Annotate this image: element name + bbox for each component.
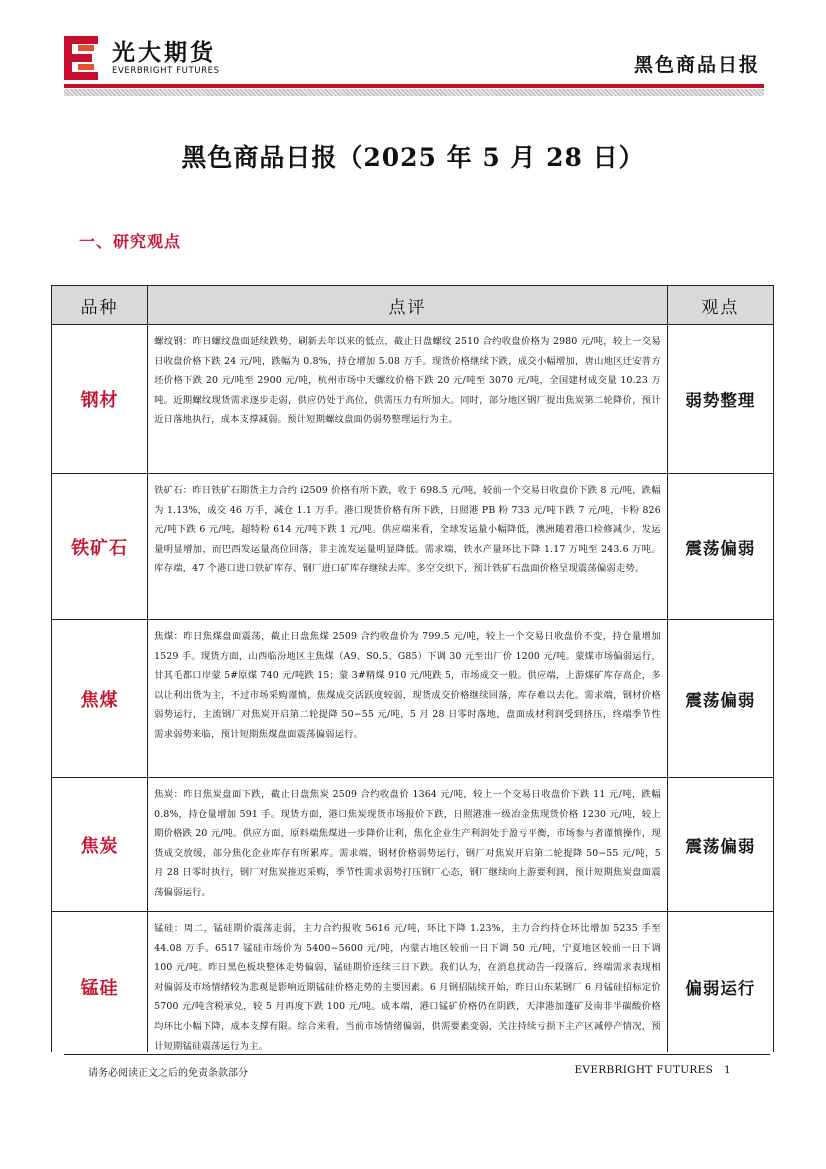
row-category: 铁矿石: [52, 474, 148, 620]
footer-divider: [64, 1054, 770, 1055]
page-number: 1: [724, 1064, 731, 1076]
row-category: 焦煤: [52, 620, 148, 778]
report-name: 黑色商品日报: [633, 54, 760, 76]
table-row: [52, 778, 774, 912]
row-comment: 螺纹钢：昨日螺纹盘面延续跌势，刷新去年以来的低点，截止日盘螺纹 2510 合约收盘价格为 2980 元/吨，较上一交易日收盘价格下跌 24 元/吨，跌幅为 0.8%，持仓增加 5.08 万手。现货价格继续下跌，成交小幅增加，唐山地区迁安普方坯价格下跌 20 元/吨至 2900 元/吨，杭州市场中天螺纹价格下跌 20 元/吨至 3070 元/吨，全国建材成交量 10.23 万吨。近期螺纹现货需求逐步走弱，供应仍处于高位，供需压力有所加大。同时，部分地区钢厂提出焦炭第二轮降价，预计近日落地执行，成本支撑减弱。预计短期螺纹盘面仍弱势整理运行为主。: [148, 325, 668, 474]
table-row: [52, 620, 774, 778]
table-header-row: [52, 286, 774, 325]
header-divider: [64, 84, 764, 88]
disclaimer-note: 请务必阅读正文之后的免责条款部分: [88, 1068, 248, 1079]
header-divider-hatch: [64, 89, 764, 96]
row-comment: 焦炭：昨日焦炭盘面下跌，截止日盘焦炭 2509 合约收盘价 1364 元/吨，较上一个交易日收盘价下跌 11 元/吨，跌幅 0.8%，持仓量增加 591 手。现货方面，港口焦炭现货市场报价下跌，日照港准一级冶金焦现货价格 1230 元/吨，较上期价格跌 20 元/吨。供应方面，原料端焦煤进一步降价让利，焦化企业生产利润处于盈亏平衡，市场参与者谨慎操作，现货成交放缓，部分焦化企业库存有所累库。需求端，钢材价格弱势运行，钢厂对焦炭开启第二轮提降 50−55 元/吨，5 月 28 日零时执行，钢厂对焦炭推迟采购，季节性需求弱势打压钢厂心态，钢厂继续向上游要利润，预计短期焦炭盘面震荡偏弱运行。: [148, 778, 668, 912]
row-view: 弱势整理: [667, 325, 773, 474]
everbright-logo-icon: [64, 36, 98, 80]
row-comment: 锰硅：周二，锰硅期价震荡走弱，主力合约报收 5616 元/吨，环比下降 1.23%，主力合约持仓环比增加 5235 手至 44.08 万手。6517 锰硅市场价为 5400−5600 元/吨，内蒙古地区较前一日下调 50 元/吨，宁夏地区较前一日下调 100 元/吨。昨日黑色板块整体走势偏弱，锰硅期价连续三日下跌。我们认为，在消息扰动告一段落后，终端需求表现相对偏弱及市场情绪较为悲观是影响近期锰硅价格走势的主要因素。6 月钢招陆续开始，昨日山东某钢厂 6 月锰硅招标定价 5700 元/吨含税承兑，较 5 月再度下跌 100 元/吨。成本端，港口锰矿价格仍在阴跌，天津港加蓬矿及南非半碳酸价格均环比小幅下降，成本支撑有限。综合来看，当前市场情绪偏弱，供需要素变弱，关注持续亏损下主产区减停产情况，预计短期锰硅震荡运行为主。: [148, 912, 668, 1063]
document-title: 黑色商品日报（2025 年 5 月 28 日）: [181, 143, 645, 172]
section-heading: 一、研究观点: [79, 232, 182, 251]
footer-brand-name: EVERBRIGHT FUTURES: [574, 1064, 714, 1076]
row-view: 偏弱运行: [667, 912, 773, 1063]
table-row: [52, 474, 774, 620]
table-row: [52, 325, 774, 474]
row-view: 震荡偏弱: [667, 474, 773, 620]
row-comment: 焦煤：昨日焦煤盘面震荡，截止日盘焦煤 2509 合约收盘价为 799.5 元/吨，较上一个交易日收盘价不变，持仓量增加 1529 手。现货方面，山西临汾地区主焦煤（A9、S0.5、G85）下调 30 元至出厂价 1200 元/吨。蒙煤市场偏弱运行，甘其毛都口岸蒙 5#原煤 740 元/吨跌 15；蒙 3#精煤 910 元/吨跌 5，市场成交一般。供应端，上游煤矿库存高企，多以让利出货为主，不过市场采购谨慎，焦煤成交活跃度较弱，现货成交价格继续回落，库存难以去化。需求端，钢材价格弱势运行，主流钢厂对焦炭开启第二轮提降 50−55 元/吨，5 月 28 日零时落地，盘面成材利润受到挤压，终端季节性需求弱势来临，预计短期焦煤盘面震荡偏弱运行。: [148, 620, 668, 778]
row-category: 焦炭: [52, 778, 148, 912]
logo-english-name: EVERBRIGHT FUTURES: [112, 66, 220, 76]
row-view: 震荡偏弱: [667, 778, 773, 912]
row-category: 锰硅: [52, 912, 148, 1063]
research-table: [51, 285, 774, 1063]
footer-brand: [574, 1064, 731, 1076]
header-category: 品种: [52, 286, 148, 325]
page-header: [0, 0, 826, 100]
page-bottom-mask: [40, 1052, 786, 1122]
row-view: 震荡偏弱: [667, 620, 773, 778]
row-category: 钢材: [52, 325, 148, 474]
logo-chinese-name: 光大期货: [112, 40, 216, 66]
row-comment: 铁矿石：昨日铁矿石期货主力合约 i2509 价格有所下跌，收于 698.5 元/吨，较前一个交易日收盘价下跌 8 元/吨，跌幅为 1.13%，成交 46 万手，减仓 1.1 万手。港口现货价格有所下跌，日照港 PB 粉 733 元/吨下跌 7 元/吨，卡粉 826 元/吨下跌 6 元/吨，超特粉 614 元/吨下跌 1 元/吨。供应端来看，全球发运量小幅降低，澳洲随着港口检修减少，发运量明显增加，而巴西发运量高位回落，非主流发运量明显降低。需求端，铁水产量环比下降 1.17 万吨至 243.6 万吨。库存端，47 个港口进口铁矿库存、钢厂进口矿库存继续去库。多空交织下，预计铁矿石盘面价格呈现震荡偏弱走势。: [148, 474, 668, 620]
header-view: 观点: [667, 286, 773, 325]
header-comment: 点评: [148, 286, 668, 325]
table-row: [52, 912, 774, 1063]
